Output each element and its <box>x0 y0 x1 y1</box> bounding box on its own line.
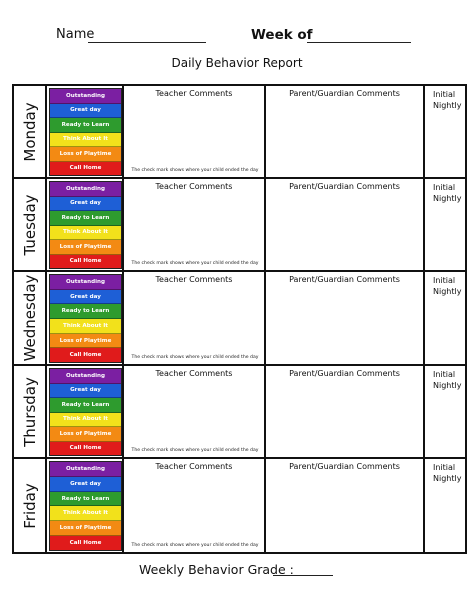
day-row-tuesday <box>14 179 465 272</box>
day-label-cell <box>14 179 47 270</box>
behavior-color-chart <box>49 461 122 551</box>
behavior-level[interactable]: Think About It <box>50 133 121 148</box>
weekly-grade-label: Weekly Behavior Grade : <box>139 562 294 577</box>
initial-nightly-cell[interactable] <box>425 459 465 552</box>
day-label-cell <box>14 272 47 364</box>
behavior-level[interactable]: Think About It <box>50 319 121 334</box>
behavior-level[interactable]: Call Home <box>50 348 121 362</box>
teacher-comments-cell[interactable] <box>122 179 266 270</box>
check-mark-note: The check mark shows where your child ended the day <box>131 543 259 548</box>
behavior-level[interactable]: Outstanding <box>50 462 121 477</box>
teacher-comments-header: Teacher Comments <box>155 275 233 284</box>
behavior-level[interactable]: Think About It <box>50 413 121 428</box>
parent-comments-cell[interactable] <box>266 459 425 552</box>
behavior-level[interactable]: Great day <box>50 290 121 305</box>
initial-nightly-header <box>433 369 463 391</box>
behavior-level[interactable]: Call Home <box>50 162 121 176</box>
initial-nightly-cell[interactable] <box>425 366 465 457</box>
day-row-monday <box>14 86 465 179</box>
behavior-level[interactable]: Outstanding <box>50 182 121 197</box>
teacher-comments-header: Teacher Comments <box>155 182 233 191</box>
initial-nightly-header <box>433 182 463 204</box>
day-row-thursday <box>14 366 465 459</box>
day-label: Wednesday <box>20 274 39 362</box>
nightly-label: Nightly <box>433 287 462 296</box>
initial-label: Initial <box>433 276 456 285</box>
day-label-cell <box>14 366 47 457</box>
day-label-cell <box>14 459 47 552</box>
parent-comments-header: Parent/Guardian Comments <box>289 89 400 98</box>
day-label: Friday <box>20 482 39 529</box>
initial-nightly-header <box>433 462 463 484</box>
behavior-level[interactable]: Outstanding <box>50 89 121 104</box>
behavior-level[interactable]: Loss of Playtime <box>50 521 121 536</box>
behavior-level[interactable]: Loss of Playtime <box>50 240 121 255</box>
behavior-level[interactable]: Great day <box>50 384 121 399</box>
teacher-comments-cell[interactable] <box>122 86 266 177</box>
parent-comments-header: Parent/Guardian Comments <box>289 369 400 378</box>
behavior-color-chart <box>49 274 122 363</box>
behavior-level[interactable]: Ready to Learn <box>50 211 121 226</box>
name-field-line[interactable] <box>88 42 206 43</box>
initial-nightly-header <box>433 275 463 297</box>
behavior-level[interactable]: Call Home <box>50 255 121 269</box>
behavior-level[interactable]: Ready to Learn <box>50 118 121 133</box>
nightly-label: Nightly <box>433 194 462 203</box>
nightly-label: Nightly <box>433 381 462 390</box>
behavior-level[interactable]: Outstanding <box>50 275 121 290</box>
teacher-comments-header: Teacher Comments <box>155 89 233 98</box>
behavior-level[interactable]: Great day <box>50 104 121 119</box>
check-mark-note: The check mark shows where your child ended the day <box>131 355 259 360</box>
behavior-color-chart <box>49 181 122 269</box>
day-label: Tuesday <box>20 193 39 256</box>
teacher-comments-header: Teacher Comments <box>155 462 233 471</box>
initial-label: Initial <box>433 90 456 99</box>
page-title: Daily Behavior Report <box>171 56 303 70</box>
behavior-level[interactable]: Loss of Playtime <box>50 147 121 162</box>
behavior-level[interactable]: Ready to Learn <box>50 398 121 413</box>
initial-label: Initial <box>433 183 456 192</box>
day-label-cell <box>14 86 47 177</box>
parent-comments-header: Parent/Guardian Comments <box>289 462 400 471</box>
week-of-label: Week of <box>251 27 313 43</box>
day-row-friday <box>14 459 465 552</box>
initial-nightly-cell[interactable] <box>425 272 465 364</box>
day-row-wednesday <box>14 272 465 366</box>
day-label: Thursday <box>20 376 39 447</box>
initial-nightly-cell[interactable] <box>425 86 465 177</box>
behavior-level[interactable]: Call Home <box>50 442 121 456</box>
initial-nightly-header <box>433 89 463 111</box>
teacher-comments-cell[interactable] <box>122 366 266 457</box>
behavior-level[interactable]: Loss of Playtime <box>50 334 121 349</box>
initial-label: Initial <box>433 463 456 472</box>
behavior-level[interactable]: Great day <box>50 197 121 212</box>
nightly-label: Nightly <box>433 474 462 483</box>
parent-comments-header: Parent/Guardian Comments <box>289 182 400 191</box>
behavior-level[interactable]: Think About It <box>50 506 121 521</box>
parent-comments-cell[interactable] <box>266 366 425 457</box>
weekly-grade-field-line[interactable] <box>273 575 333 576</box>
check-mark-note: The check mark shows where your child ended the day <box>131 261 259 266</box>
name-label: Name <box>56 27 95 42</box>
parent-comments-header: Parent/Guardian Comments <box>289 275 400 284</box>
teacher-comments-cell[interactable] <box>122 272 266 364</box>
behavior-color-chart <box>49 368 122 456</box>
parent-comments-cell[interactable] <box>266 179 425 270</box>
behavior-level[interactable]: Call Home <box>50 536 121 550</box>
nightly-label: Nightly <box>433 101 462 110</box>
behavior-report-table <box>12 84 467 554</box>
behavior-level[interactable]: Ready to Learn <box>50 492 121 507</box>
teacher-comments-cell[interactable] <box>122 459 266 552</box>
initial-nightly-cell[interactable] <box>425 179 465 270</box>
behavior-level[interactable]: Ready to Learn <box>50 304 121 319</box>
parent-comments-cell[interactable] <box>266 272 425 364</box>
initial-label: Initial <box>433 370 456 379</box>
behavior-level[interactable]: Loss of Playtime <box>50 427 121 442</box>
check-mark-note: The check mark shows where your child ended the day <box>131 168 259 173</box>
behavior-level[interactable]: Great day <box>50 477 121 492</box>
check-mark-note: The check mark shows where your child ended the day <box>131 448 259 453</box>
behavior-color-chart <box>49 88 122 176</box>
day-label: Monday <box>20 101 39 162</box>
behavior-level[interactable]: Think About It <box>50 226 121 241</box>
behavior-level[interactable]: Outstanding <box>50 369 121 384</box>
week-of-field-line[interactable] <box>307 42 411 43</box>
teacher-comments-header: Teacher Comments <box>155 369 233 378</box>
parent-comments-cell[interactable] <box>266 86 425 177</box>
